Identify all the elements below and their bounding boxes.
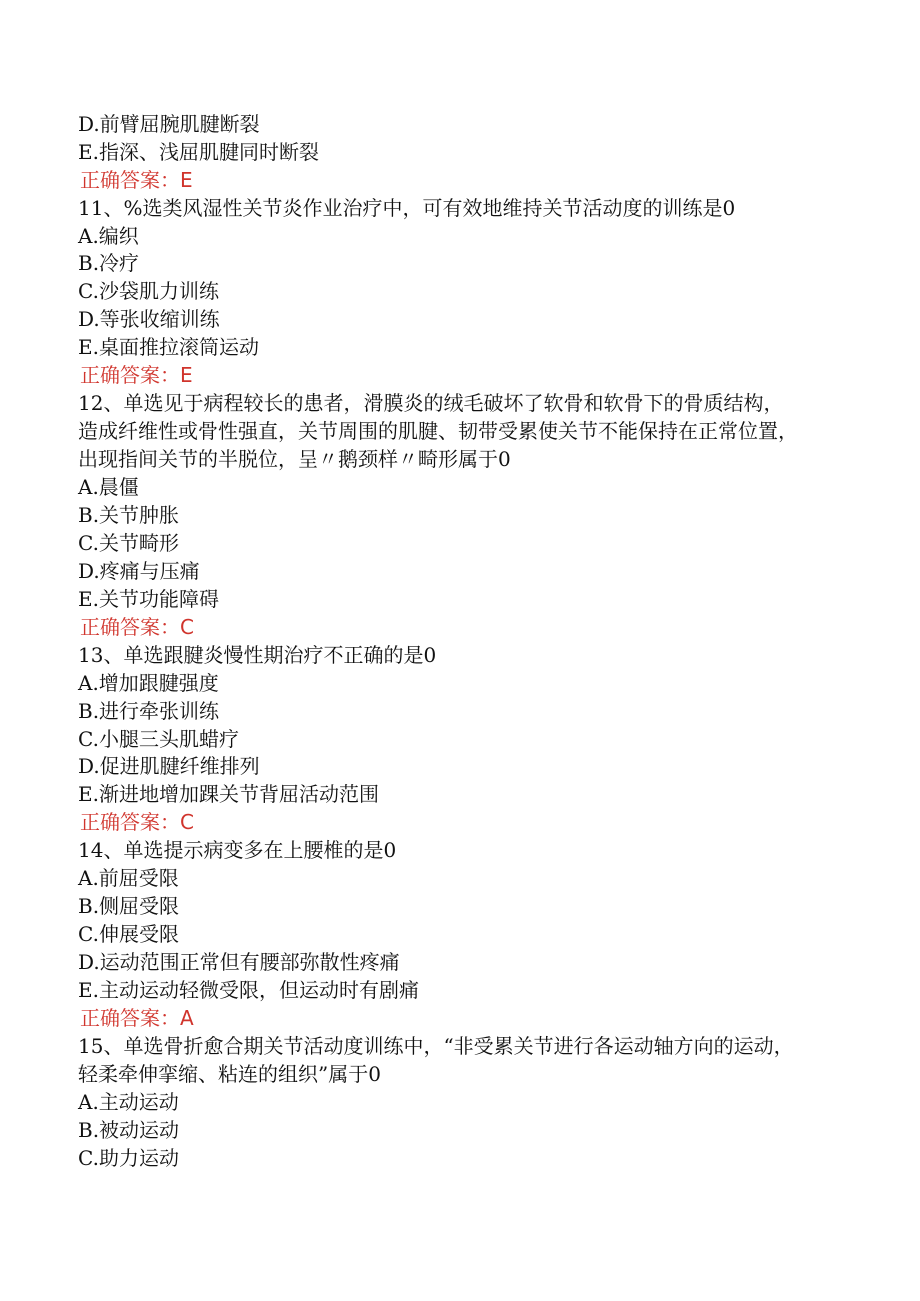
question-line: 轻柔牵伸挛缩、粘连的组织”属于0: [78, 1062, 381, 1086]
option-line: E.主动运动轻微受限，但运动时有剧痛: [78, 978, 419, 1002]
question-line: 14、单选提示病变多在上腰椎的是0: [78, 838, 397, 862]
option-line: D.运动范围正常但有腰部弥散性疼痛: [78, 950, 400, 974]
option-line: E.关节功能障碍: [78, 587, 219, 611]
option-line: E.渐进地增加踝关节背屈活动范围: [78, 782, 379, 806]
option-line: B.冷疗: [78, 251, 140, 275]
option-line: C.关节畸形: [78, 531, 179, 555]
question-line: 13、单选跟腱炎慢性期治疗不正确的是0: [78, 643, 437, 667]
option-line: E.桌面推拉滚筒运动: [78, 335, 259, 359]
option-line: D.前臂屈腕肌腱断裂: [78, 112, 260, 136]
option-line: A.主动运动: [78, 1090, 179, 1114]
option-line: D.等张收缩训练: [78, 307, 220, 331]
option-line: C.伸展受限: [78, 922, 179, 946]
option-line: A.前屈受限: [78, 866, 179, 890]
option-line: E.指深、浅屈肌腱同时断裂: [78, 140, 319, 164]
question-line: 15、单选骨折愈合期关节活动度训练中，“非受累关节进行各运动轴方向的运动，: [78, 1034, 794, 1058]
option-line: B.关节肿胀: [78, 503, 180, 527]
question-line: 造成纤维性或骨性强直，关节周围的肌腱、韧带受累使关节不能保持在正常位置，: [78, 419, 798, 443]
option-line: C.沙袋肌力训练: [78, 279, 219, 303]
option-line: B.侧屈受限: [78, 894, 180, 918]
question-line: 11、%选类风湿性关节炎作业治疗中，可有效地维持关节活动度的训练是0: [78, 196, 736, 220]
question-line: 12、单选见于病程较长的患者，滑膜炎的绒毛破坏了软骨和软骨下的骨质结构，: [78, 391, 784, 415]
answer-line: 正确答案：C: [80, 810, 194, 834]
option-line: B.进行牵张训练: [78, 699, 220, 723]
option-line: C.助力运动: [78, 1146, 179, 1170]
option-line: A.编织: [78, 224, 139, 248]
option-line: B.被动运动: [78, 1118, 180, 1142]
answer-line: 正确答案：E: [80, 168, 193, 192]
option-line: C.小腿三头肌蜡疗: [78, 727, 239, 751]
option-line: A.增加跟腱强度: [78, 671, 219, 695]
option-line: D.促进肌腱纤维排列: [78, 754, 260, 778]
answer-line: 正确答案：C: [80, 615, 194, 639]
option-line: D.疼痛与压痛: [78, 559, 200, 583]
question-line: 出现指间关节的半脱位，呈〃鹅颈样〃畸形属于0: [78, 447, 511, 471]
option-line: A.晨僵: [78, 475, 139, 499]
answer-line: 正确答案：E: [80, 363, 193, 387]
answer-line: 正确答案：A: [80, 1006, 194, 1030]
